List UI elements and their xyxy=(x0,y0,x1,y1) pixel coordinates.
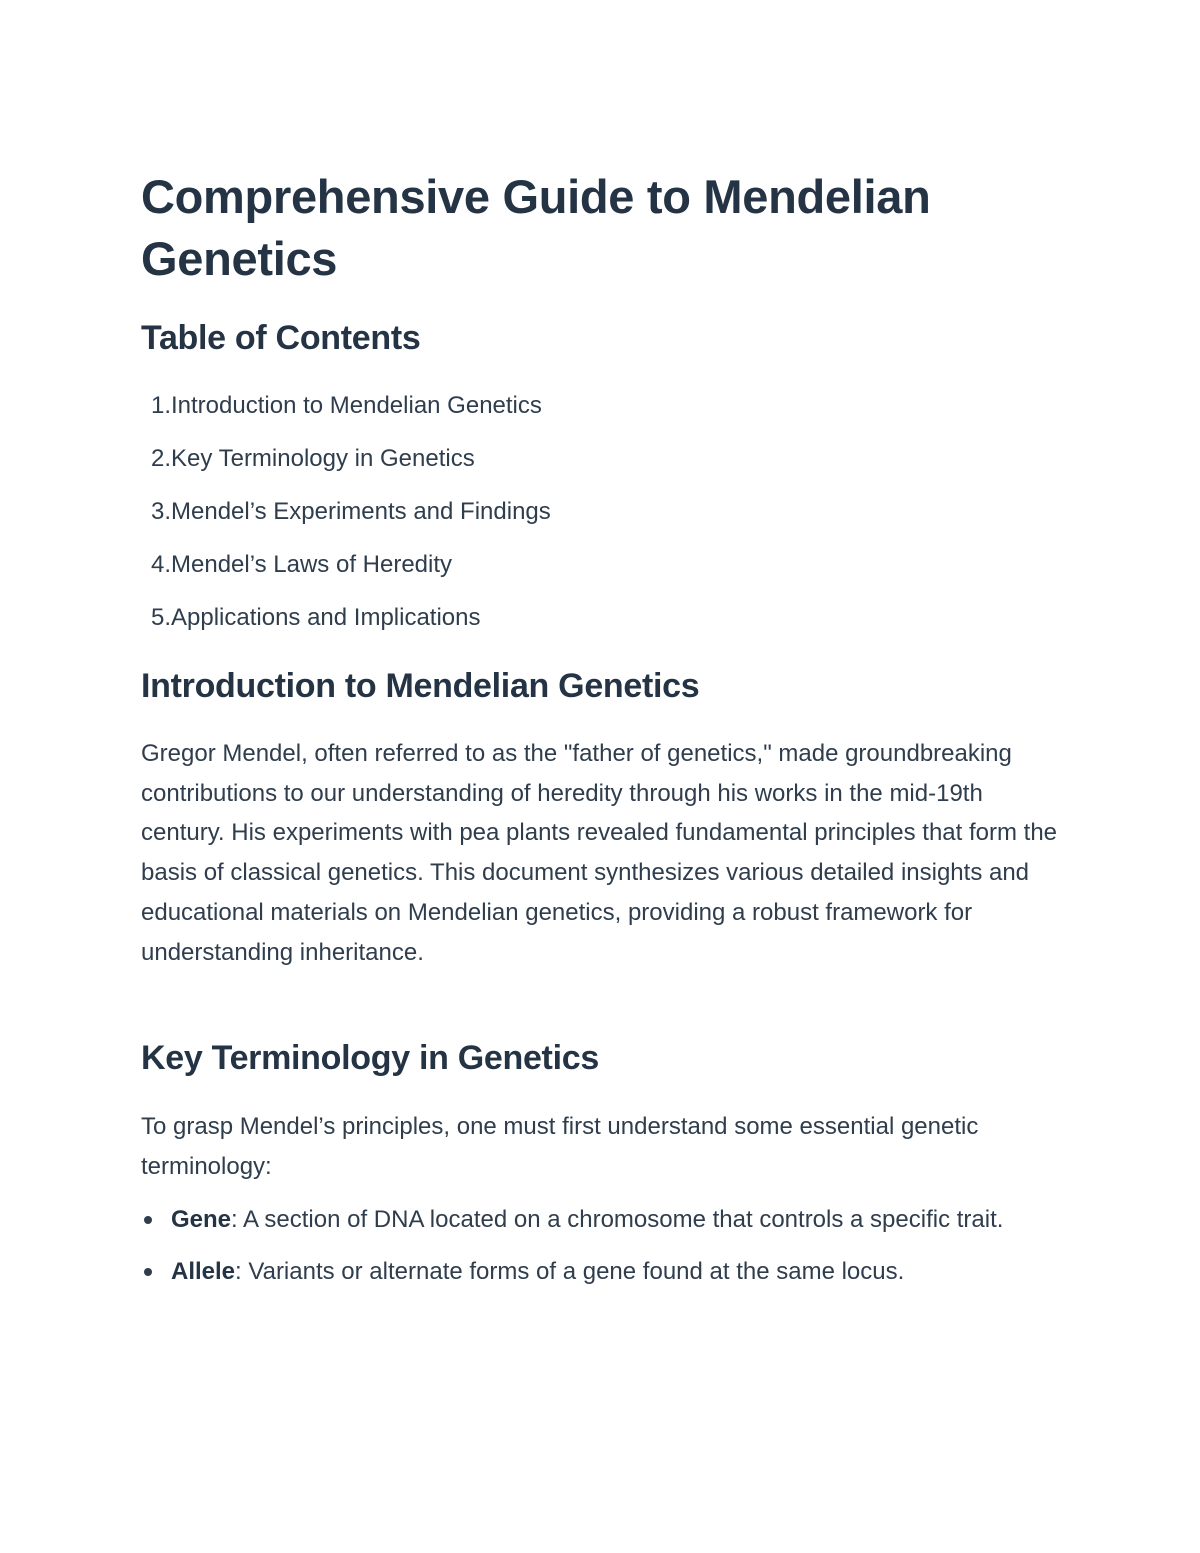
toc-item-key-terminology[interactable] xyxy=(141,442,551,495)
list-item xyxy=(141,1200,1031,1240)
toc-item-label: Introduction to Mendelian Genetics xyxy=(171,392,542,419)
document-title: Comprehensive Guide to Mendelian Genetics xyxy=(141,170,931,285)
table-of-contents xyxy=(141,389,551,654)
toc-item-number: 2. xyxy=(150,445,171,472)
toc-item-number: 5. xyxy=(150,604,171,631)
toc-item-introduction[interactable] xyxy=(141,389,551,442)
toc-item-experiments[interactable] xyxy=(141,495,551,548)
toc-item-label: Key Terminology in Genetics xyxy=(171,445,475,472)
bullet-icon xyxy=(144,1268,152,1276)
introduction-heading: Introduction to Mendelian Genetics xyxy=(141,667,700,705)
bullet-icon xyxy=(144,1216,152,1224)
term-name: Allele xyxy=(171,1257,236,1285)
toc-item-applications[interactable] xyxy=(141,601,551,654)
toc-item-label: Mendel’s Laws of Heredity xyxy=(171,551,453,578)
toc-item-number: 3. xyxy=(150,498,171,525)
toc-item-label: Mendel’s Experiments and Findings xyxy=(171,498,551,525)
term-name: Gene xyxy=(171,1206,232,1233)
toc-item-number: 4. xyxy=(150,551,171,578)
terminology-list xyxy=(141,1200,1031,1303)
toc-item-number: 1. xyxy=(150,392,171,419)
terminology-heading: Key Terminology in Genetics xyxy=(141,1039,599,1077)
toc-item-laws[interactable] xyxy=(141,548,551,601)
toc-heading: Table of Contents xyxy=(141,319,421,357)
term-definition: : A section of DNA located on a chromosome that controls a specific trait. xyxy=(231,1206,1004,1233)
toc-item-label: Applications and Implications xyxy=(171,604,481,631)
list-item xyxy=(141,1252,1031,1292)
terminology-intro: To grasp Mendel’s principles, one must first understand some essential genetic terminology: xyxy=(141,1113,979,1180)
term-definition: : Variants or alternate forms of a gene found at the same locus. xyxy=(235,1257,905,1285)
introduction-paragraph: Gregor Mendel, often referred to as the "father of genetics," made groundbreaking contributions to our understanding of heredity through his works in the mid-19th century. His experiments with pea plants revealed fundamental principles that form the basis of classical genetics. This document synthesizes various detailed insights and educational materials on Mendelian genetics, providing a robust framework for understanding inheritance. xyxy=(141,740,1058,966)
